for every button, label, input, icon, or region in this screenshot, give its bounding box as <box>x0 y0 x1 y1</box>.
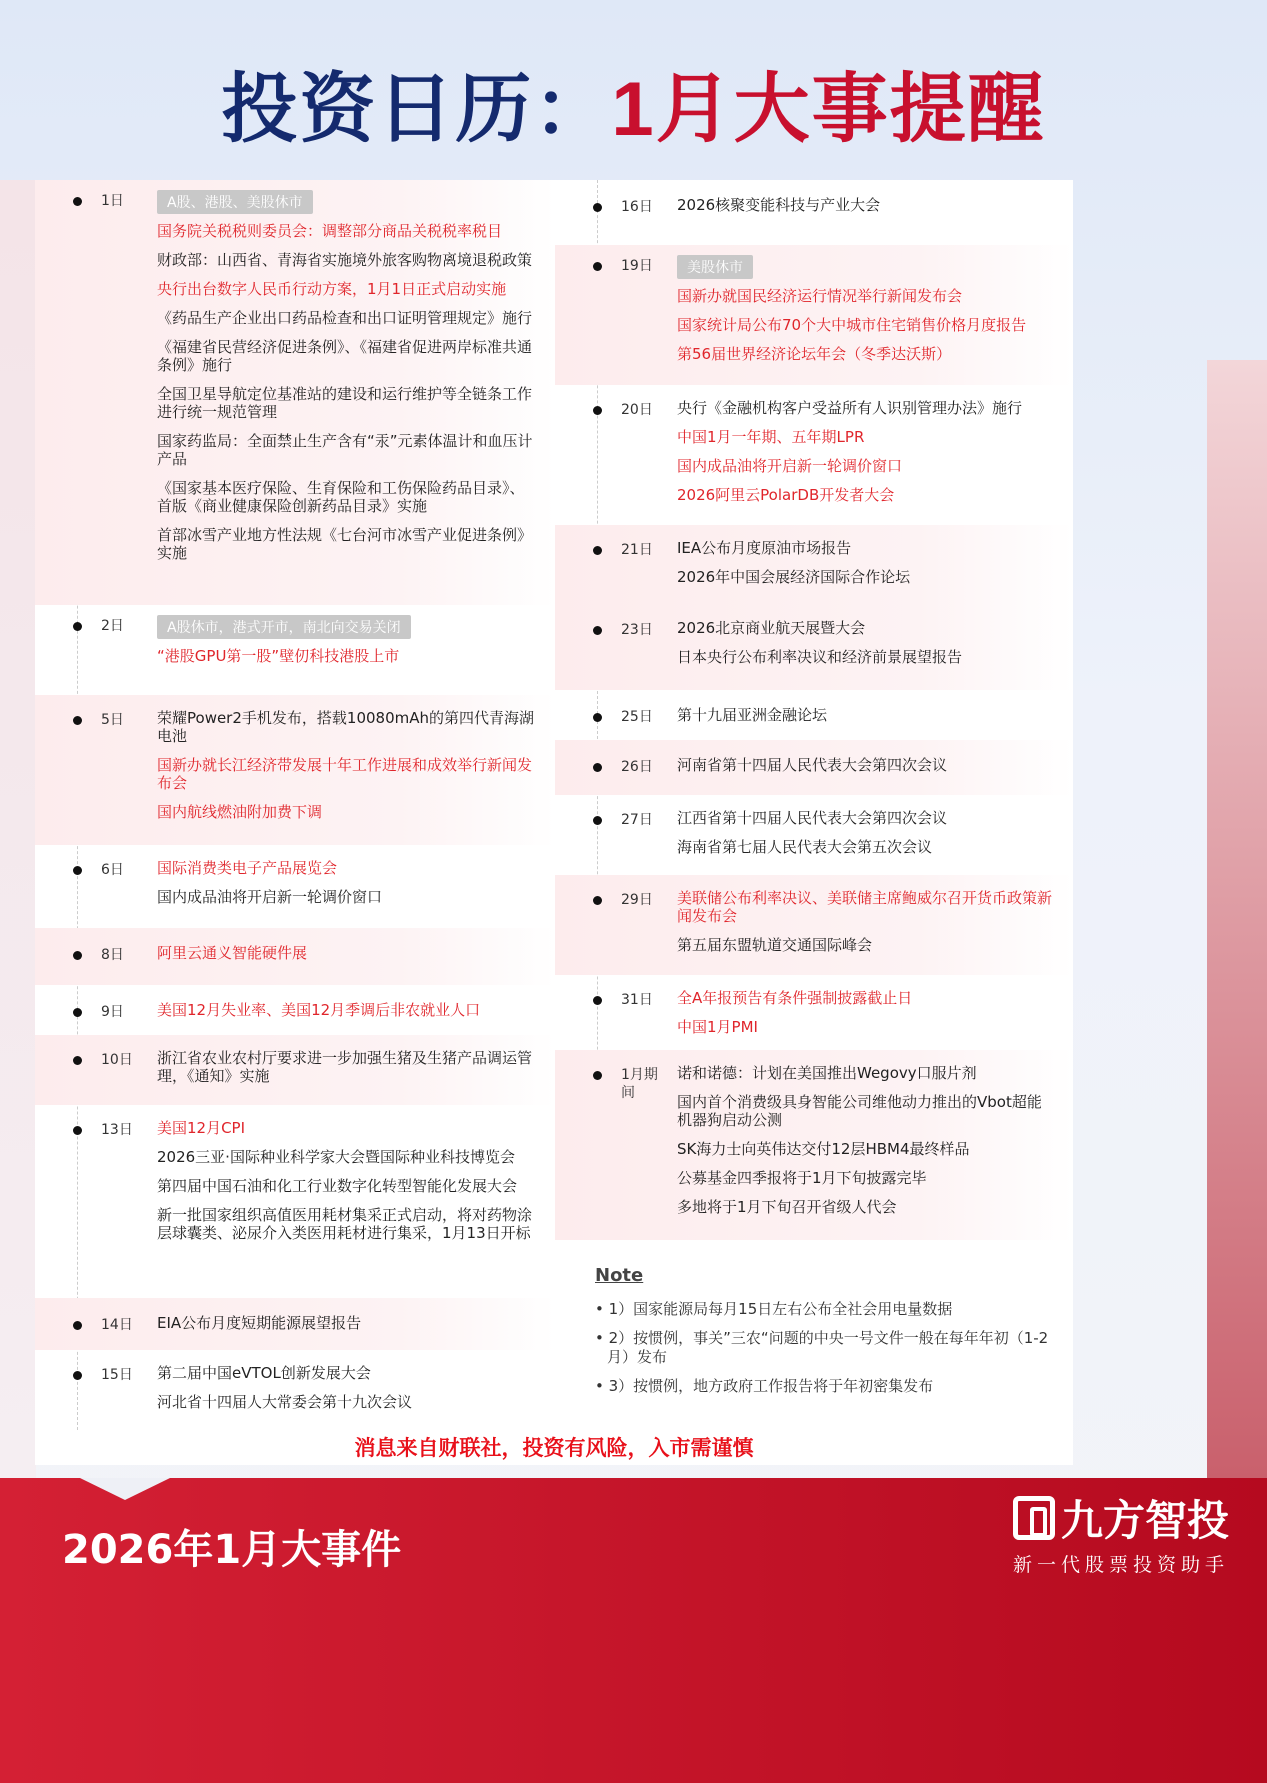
event-item: 浙江省农业农村厅要求进一步加强生猪及生猪产品调运管理，《通知》实施 <box>157 1049 533 1085</box>
day-block <box>555 180 1073 245</box>
market-holiday-badge: A股休市，港式开市，南北向交易关闭 <box>157 615 411 639</box>
day-block <box>35 605 555 695</box>
day-date: 16日 <box>621 199 653 215</box>
timeline-dot-icon <box>73 1056 82 1065</box>
background-decoration <box>0 180 36 1480</box>
event-item: 江西省第十四届人民代表大会第四次会议 <box>677 809 948 827</box>
timeline-dot-icon <box>593 713 602 722</box>
day-block <box>35 985 555 1035</box>
event-item: 中国1月一年期、五年期LPR <box>677 428 865 446</box>
day-date: 23日 <box>621 622 653 638</box>
day-block <box>555 1050 1073 1240</box>
event-item: 央行《金融机构客户受益所有人识别管理办法》施行 <box>677 399 1023 417</box>
day-block <box>555 875 1073 975</box>
event-item: 全A年报预告有条件强制披露截止日 <box>677 989 913 1007</box>
logo-name: 九方智投 <box>1060 1496 1229 1545</box>
note-section <box>595 1265 1055 1406</box>
event-item: 第四届中国石油和化工行业数字化转型智能化发展大会 <box>157 1177 518 1195</box>
event-item: 美联储公布利率决议、美联储主席鲍威尔召开货币政策新闻发布会 <box>677 889 1053 925</box>
day-block <box>555 975 1073 1050</box>
day-date: 26日 <box>621 759 653 775</box>
footer-title: 2026年1月大事件 <box>62 1527 402 1573</box>
background-decoration <box>1207 360 1267 1480</box>
event-item: 第二届中国eVTOL创新发展大会 <box>157 1364 371 1382</box>
day-events <box>157 1314 535 1343</box>
day-date: 19日 <box>621 258 653 274</box>
event-item: IEA公布月度原油市场报告 <box>677 539 852 557</box>
event-item: 国内航线燃油附加费下调 <box>157 803 323 821</box>
day-events <box>677 196 1053 225</box>
timeline-dot-icon <box>593 763 602 772</box>
event-item: SK海力士向英伟达交付12层HBM4最终样品 <box>677 1140 970 1158</box>
timeline-dot-icon <box>73 1008 82 1017</box>
day-date: 13日 <box>101 1122 133 1138</box>
calendar-panel <box>35 180 1073 1465</box>
event-item: 国务院关税税则委员会：调整部分商品关税税率税目 <box>157 222 503 240</box>
timeline-dot-icon <box>73 866 82 875</box>
day-date: 2日 <box>101 618 124 634</box>
day-date: 1月期间 <box>621 1067 658 1101</box>
day-events <box>677 756 1053 785</box>
left-column <box>35 180 555 1430</box>
event-item: 国家药监局：全面禁止生产含有“汞”元素体温计和血压计产品 <box>157 432 533 468</box>
event-item: 中国1月PMI <box>677 1018 758 1036</box>
event-item: 2026北京商业航天展暨大会 <box>677 619 866 637</box>
day-date: 5日 <box>101 712 124 728</box>
event-item: 2026阿里云PolarDB开发者大会 <box>677 486 895 504</box>
event-item: 美国12月CPI <box>157 1119 246 1137</box>
note-item: • 2）按惯例，事关”三农“问题的中央一号文件一般在每年年初（1-2月）发布 <box>595 1329 1049 1366</box>
day-events <box>677 255 1053 374</box>
event-item: 《国家基本医疗保险、生育保险和工伤保险药品目录》、首版《商业健康保险创新药品目录》实施 <box>157 479 525 515</box>
market-holiday-badge: 美股休市 <box>677 255 753 279</box>
day-block <box>35 1350 555 1430</box>
event-item: 2026核聚变能科技与产业大会 <box>677 196 881 214</box>
event-item: 2026三亚·国际种业科学家大会暨国际种业科技博览会 <box>157 1148 515 1166</box>
logo-mark-icon <box>1013 1496 1055 1540</box>
timeline-dot-icon <box>73 1126 82 1135</box>
day-events <box>157 190 535 573</box>
day-block <box>35 845 555 928</box>
day-block <box>35 180 555 605</box>
event-item: 国新办就长江经济带发展十年工作进展和成效举行新闻发布会 <box>157 756 533 792</box>
timeline-dot-icon <box>593 1071 602 1080</box>
timeline-dot-icon <box>73 1371 82 1380</box>
day-events <box>157 1119 535 1253</box>
event-item: 首部冰雪产业地方性法规《七台河市冰雪产业促进条例》实施 <box>157 526 533 562</box>
day-date: 8日 <box>101 947 124 963</box>
timeline-dot-icon <box>593 546 602 555</box>
day-block <box>35 1035 555 1105</box>
event-item: 第56届世界经济论坛年会（冬季达沃斯） <box>677 345 952 363</box>
day-events <box>157 859 535 917</box>
event-item: 荣耀Power2手机发布，搭载10080mAh的第四代青海湖电池 <box>157 709 534 745</box>
event-item: 诺和诺德：计划在美国推出Wegovy口服片剂 <box>677 1064 977 1082</box>
day-date: 15日 <box>101 1367 133 1383</box>
timeline-dot-icon <box>593 816 602 825</box>
day-events <box>157 944 535 973</box>
brand-logo <box>1013 1488 1229 1577</box>
event-item: 公募基金四季报将于1月下旬披露完毕 <box>677 1169 927 1187</box>
event-item: 河北省十四届人大常委会第十九次会议 <box>157 1393 413 1411</box>
day-block <box>35 1298 555 1350</box>
day-date: 27日 <box>621 812 653 828</box>
day-date: 29日 <box>621 892 653 908</box>
day-events <box>157 1049 535 1096</box>
timeline-dot-icon <box>73 716 82 725</box>
day-events <box>157 1364 535 1422</box>
event-item: 第五届东盟轨道交通国际峰会 <box>677 936 873 954</box>
day-events <box>677 809 1053 867</box>
day-block <box>35 928 555 985</box>
day-events <box>157 1001 535 1030</box>
event-item: 国内成品油将开启新一轮调价窗口 <box>677 457 903 475</box>
event-item: 财政部：山西省、青海省实施境外旅客购物离境退税政策 <box>157 251 533 269</box>
day-block <box>555 605 1073 690</box>
event-item: 新一批国家组织高值医用耗材集采正式启动，将对药物涂层球囊类、泌尿介入类医用耗材进行集采，1月13日开标 <box>157 1206 533 1242</box>
event-item: 阿里云通义智能硬件展 <box>157 944 308 962</box>
event-item: 国新办就国民经济运行情况举行新闻发布会 <box>677 287 963 305</box>
day-events <box>677 989 1053 1047</box>
timeline-dot-icon <box>73 1321 82 1330</box>
market-holiday-badge: A股、港股、美股休市 <box>157 190 313 214</box>
right-column <box>555 180 1073 1240</box>
day-date: 14日 <box>101 1317 133 1333</box>
day-date: 21日 <box>621 542 653 558</box>
event-item: 国内首个消费级具身智能公司维他动力推出的Vbot超能机器狗启动公测 <box>677 1093 1042 1129</box>
logo-slogan: 新一代股票投资助手 <box>1012 1554 1229 1576</box>
timeline-dot-icon <box>593 896 602 905</box>
day-block <box>555 690 1073 740</box>
event-item: 全国卫星导航定位基准站的建设和运行维护等全链条工作进行统一规范管理 <box>157 385 533 421</box>
footer-notch <box>80 1478 170 1500</box>
title-part-1: 投资日历： <box>221 67 612 152</box>
day-block <box>555 740 1073 795</box>
timeline-dot-icon <box>73 197 82 206</box>
day-events <box>677 399 1053 515</box>
note-title: Note <box>595 1265 644 1286</box>
event-item: 美国12月失业率、美国12月季调后非农就业人口 <box>157 1001 481 1019</box>
day-date: 10日 <box>101 1052 133 1068</box>
timeline-dot-icon <box>593 626 602 635</box>
timeline-dot-icon <box>593 262 602 271</box>
day-date: 1日 <box>101 193 124 209</box>
timeline-dot-icon <box>73 622 82 631</box>
note-item: • 1）国家能源局每月15日左右公布全社会用电量数据 <box>595 1300 953 1318</box>
day-events <box>677 619 1053 677</box>
day-events <box>677 1064 1053 1227</box>
day-date: 9日 <box>101 1004 124 1020</box>
day-block <box>555 385 1073 525</box>
event-item: EIA公布月度短期能源展望报告 <box>157 1314 362 1332</box>
page-title <box>0 48 1267 157</box>
timeline-dot-icon <box>593 996 602 1005</box>
timeline-dot-icon <box>593 203 602 212</box>
day-events <box>157 709 535 832</box>
day-block <box>35 1105 555 1298</box>
day-block <box>555 795 1073 875</box>
day-date: 31日 <box>621 992 653 1008</box>
event-item: 海南省第七届人民代表大会第五次会议 <box>677 838 933 856</box>
day-date: 25日 <box>621 709 653 725</box>
day-date: 6日 <box>101 862 124 878</box>
event-item: 央行出台数字人民币行动方案，1月1日正式启动实施 <box>157 280 507 298</box>
note-item: • 3）按惯例，地方政府工作报告将于年初密集发布 <box>595 1377 934 1395</box>
event-item: 日本央行公布利率决议和经济前景展望报告 <box>677 648 963 666</box>
day-events <box>677 889 1053 965</box>
event-item: 《药品生产企业出口药品检查和出口证明管理规定》施行 <box>157 309 533 327</box>
day-events <box>677 539 1053 597</box>
event-item: 国家统计局公布70个大中城市住宅销售价格月度报告 <box>677 316 1027 334</box>
event-item: 2026年中国会展经济国际合作论坛 <box>677 568 911 586</box>
event-item: 河南省第十四届人民代表大会第四次会议 <box>677 756 948 774</box>
event-item: 国际消费类电子产品展览会 <box>157 859 338 877</box>
event-item: 第十九届亚洲金融论坛 <box>677 706 828 724</box>
day-block <box>555 525 1073 605</box>
disclaimer: 消息来自财联社，投资有风险，入市需谨慎 <box>354 1436 754 1460</box>
timeline-dot-icon <box>73 951 82 960</box>
day-block <box>555 245 1073 385</box>
day-date: 20日 <box>621 402 653 418</box>
event-item: “港股GPU第一股”壁仞科技港股上市 <box>157 647 400 665</box>
day-block <box>35 695 555 845</box>
timeline-dot-icon <box>593 406 602 415</box>
event-item: 国内成品油将开启新一轮调价窗口 <box>157 888 383 906</box>
title-part-2: 1月大事提醒 <box>611 67 1046 152</box>
event-item: 《福建省民营经济促进条例》、《福建省促进两岸标准共通条例》施行 <box>157 338 533 374</box>
day-events <box>677 706 1053 735</box>
event-item: 多地将于1月下旬召开省级人代会 <box>677 1198 897 1216</box>
day-events <box>157 615 535 676</box>
